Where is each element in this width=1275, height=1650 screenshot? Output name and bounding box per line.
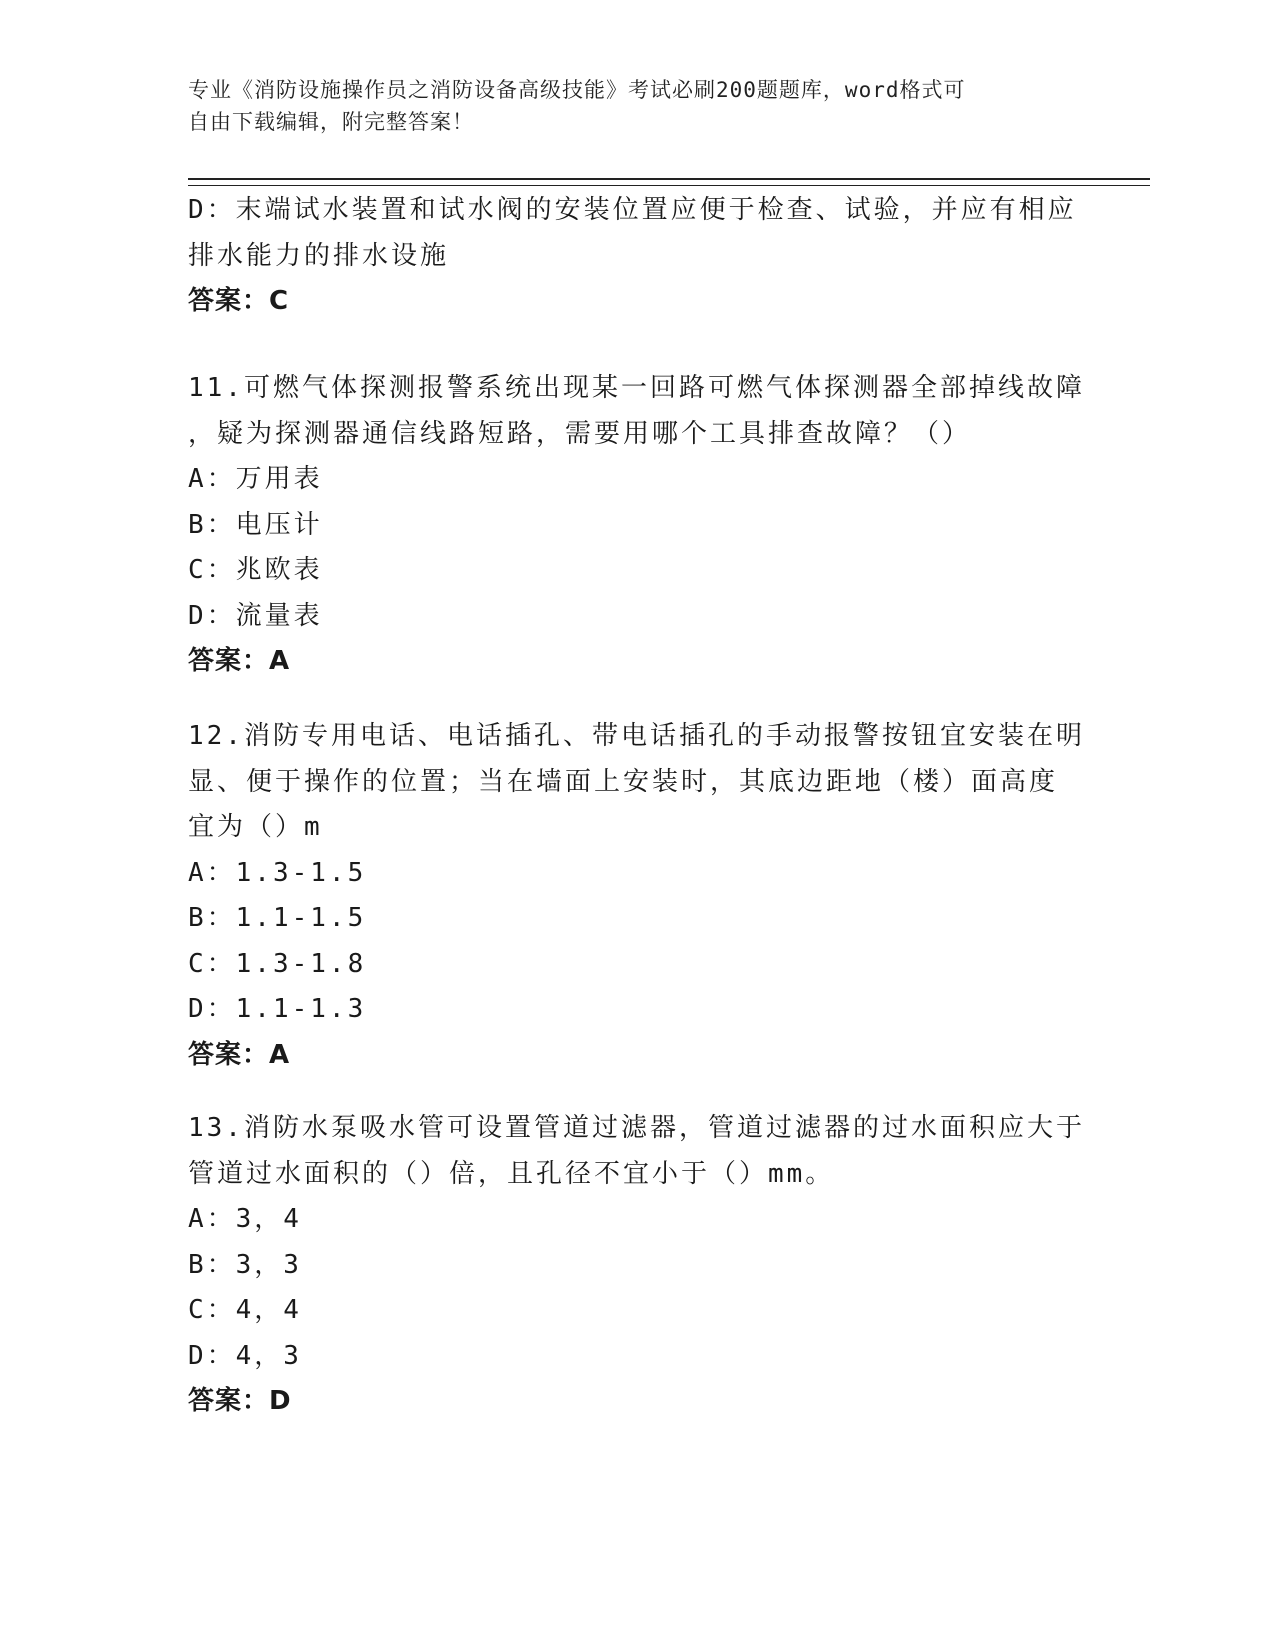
option-d: D：4，3 [188, 1340, 302, 1371]
option-a: A：万用表 [188, 464, 323, 494]
question-stem: 11.可燃气体探测报警系统出现某一回路可燃气体探测器全部掉线故障 [188, 373, 1085, 403]
header-title-line-1: 专业《消防设施操作员之消防设备高级技能》考试必刷200题题库，word格式可 [188, 78, 966, 102]
option-b: B：3，3 [188, 1249, 302, 1280]
question-stem: 显、便于操作的位置；当在墙面上安装时，其底边距地（楼）面高度 [188, 766, 1059, 797]
previous-question-tail [188, 188, 1088, 325]
answer-line: 答案：A [188, 646, 291, 676]
option-d: D：末端试水装置和试水阀的安装位置应便于检查、试验，并应有相应 [188, 195, 1077, 225]
question-stem: 12.消防专用电话、电话插孔、带电话插孔的手动报警按钮宜安装在明 [188, 721, 1085, 751]
question-13 [188, 1106, 1088, 1425]
option-c: C：1.3-1.8 [188, 948, 367, 979]
header-divider [188, 178, 1150, 186]
question-stem: ，疑为探测器通信线路短路，需要用哪个工具排查故障？（） [188, 418, 972, 449]
option-c: C：4，4 [188, 1295, 302, 1325]
header-title-line-2: 自由下载编辑，附完整答案！ [188, 110, 474, 134]
option-a: A：3，4 [188, 1204, 302, 1234]
option-b: B：电压计 [188, 509, 323, 540]
question-stem: 13.消防水泵吸水管可设置管道过滤器，管道过滤器的过水面积应大于 [188, 1113, 1085, 1143]
question-12 [188, 714, 1088, 1078]
option-d: D：1.1-1.3 [188, 994, 367, 1024]
answer-line: 答案：D [188, 1386, 292, 1416]
option-a: A：1.3-1.5 [188, 857, 367, 888]
option-c: C：兆欧表 [188, 555, 323, 585]
option-d: D：流量表 [188, 600, 323, 631]
question-11 [188, 366, 1088, 685]
option-b: B：1.1-1.5 [188, 903, 367, 933]
answer-line: 答案：A [188, 1039, 291, 1070]
question-stem: 管道过水面积的（）倍，且孔径不宜小于（）mm。 [188, 1158, 835, 1189]
answer-line: 答案：C [188, 286, 290, 316]
option-d-continued: 排水能力的排水设施 [188, 240, 450, 271]
question-stem: 宜为（）m [188, 812, 323, 842]
page-header [188, 74, 1068, 138]
